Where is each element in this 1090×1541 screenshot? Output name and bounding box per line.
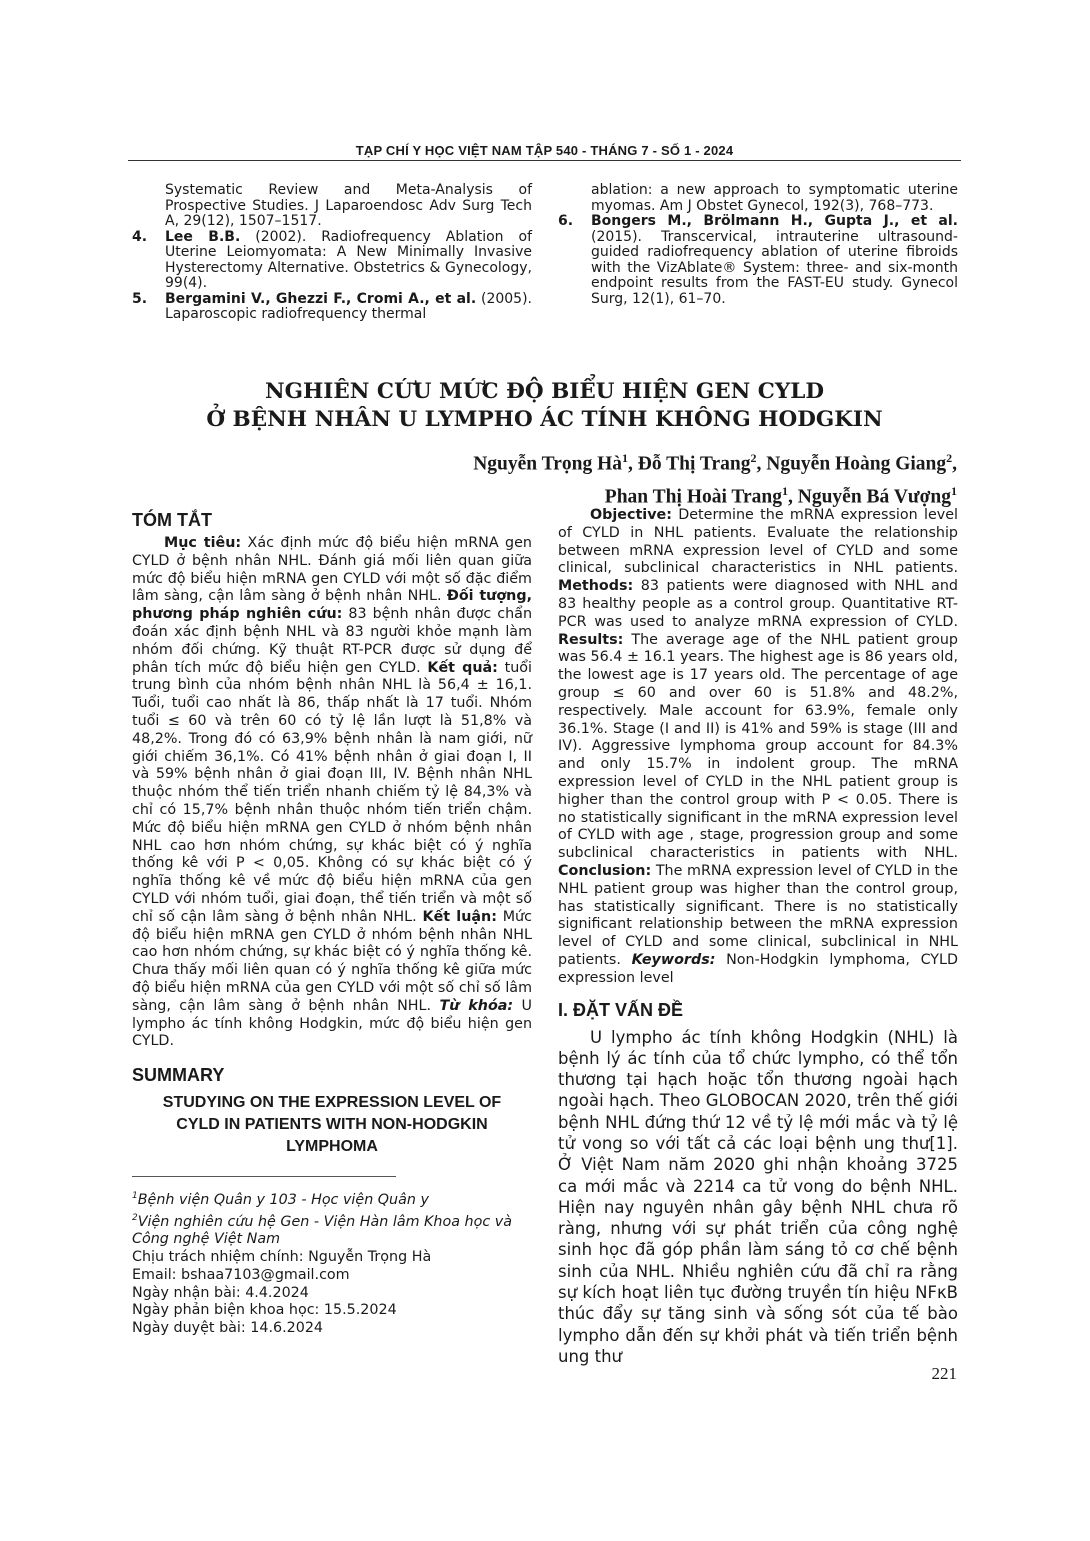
author-name: Nguyễn Hoàng Giang <box>766 453 947 475</box>
introduction-text: U lympho ác tính không Hodgkin (NHL) là bệnh lý ác tính của tổ chức lympho, có thể tổn thương tại hạch hoặc tổn thương ngoài hạch ngoài hạch. Theo GLOBOCAN 2020, trên thế giới bệnh NHL đứng thứ 12 về tỷ lệ mới mắc và tỷ lệ tử vong so với tất cả các loại bệnh ung thư[1]. Ở Việt Nam năm 2020 ghi nhận khoảng 3725 ca mới mắc và 2214 ca tử vong do bệnh NHL. Hiện nay nguyên nhân gây bệnh NHL chưa rõ ràng, nhưng với sự phát triển của công nghệ sinh học đã góp phần làm sáng tỏ cơ chế bệnh sinh của NHL. Nhiều nghiên cứu đã chỉ ra rằng sự kích hoạt liên tục đường truyền tín hiệu NFκB thúc đẩy sự tăng sinh và sống sót của tế bào lympho dẫn đến sự khởi phát và tiến triển bệnh ung thư <box>558 1027 958 1366</box>
abstract-en-body <box>558 507 958 988</box>
methods-label: Đối tượng, phương pháp nghiên cứu: <box>132 588 533 623</box>
affiliation-marker: 1 <box>622 451 629 465</box>
review-date: Ngày phản biện khoa học: 15.5.2024 <box>132 1302 397 1319</box>
conclusion-label: Conclusion: <box>558 862 652 879</box>
summary-title-line: LYMPHOMA <box>286 1138 378 1156</box>
results-text: The average age of the NHL patient group was 56.4 ± 16.1 years. The highest age is 86 years old, the lowest age is 17 years old. The percentage of age group ≤ 60 and over 60 is 51.8% and 48.2%, respectively. Male account for 63.9%, female only 36.1%. Stage (I and II) is 41% and 59% is stage (III and IV). Aggressive lymphoma group account for 84.3% and only 15.7% in indolent group. The mRNA expression level of CYLD in the NHL patient group is higher than the control group with P < 0.05. There is no statistically significant in the mRNA expression level of CYLD with age , stage, progression group and some subclinical characteristics in patients with NHL. <box>558 631 958 862</box>
title-line-1: NGHIÊN CỨU MỨC ĐỘ BIỂU HIỆN GEN CYLD <box>264 379 824 404</box>
author-name: Đỗ Thị Trang <box>637 453 751 475</box>
conclusion-text: The mRNA expression level of CYLD in the NHL patient group was higher than the control group, has statistically significant. There is no statistically significant relationship between the mRNA expression level of CYLD and some clinical, subclinical in NHL patients. <box>558 862 958 968</box>
summary-title-line: STUDYING ON THE EXPRESSION LEVEL OF <box>162 1094 502 1112</box>
reference-6 <box>558 214 958 307</box>
journal-header: TẠP CHÍ Y HỌC VIỆT NAM TẬP 540 - THÁNG 7 - SỐ 1 - 2024 <box>355 143 734 158</box>
author-list <box>473 445 957 510</box>
author-line-2 <box>473 478 957 511</box>
summary-heading: SUMMARY <box>132 1065 225 1086</box>
reference-number: 6. <box>558 213 574 229</box>
results-label: Results: <box>558 631 624 648</box>
header-rule <box>128 160 961 161</box>
reference-authors: Bergamini V., Ghezzi F., Cromi A., et al. <box>165 290 477 307</box>
author-name: Nguyễn Bá Vượng <box>797 486 951 507</box>
author-name: Phan Thị Hoài Trang <box>604 486 782 507</box>
reference-number: 5. <box>132 290 148 307</box>
article-title <box>128 378 961 434</box>
reference-text: (2002). Radiofrequency Ablation of Uterine Leiomyomata: A New Minimally Invasive Hysterectomy Alternative. Obstetrics & Gynecology, 99(4). <box>165 228 533 291</box>
objective-label: Mục tiêu: <box>164 535 242 551</box>
summary-title <box>132 1092 532 1158</box>
reference-text: (2005). Laparoscopic radiofrequency thermal <box>165 290 532 322</box>
references-left <box>132 183 532 323</box>
summary-title-line: CYLD IN PATIENTS WITH NON-HODGKIN <box>176 1116 488 1134</box>
email: Email: bshaa7103@gmail.com <box>132 1266 350 1283</box>
corresponding-author: Chịu trách nhiệm chính: Nguyễn Trọng Hà <box>132 1248 432 1265</box>
author-separator: , <box>756 453 767 475</box>
reference-text: (2015). Transcervical, intrauterine ultrasound-guided radiofrequency ablation of uterine fibroids with the VizAblate® System: three- and six-month endpoint results from the FAST-EU study. Gynecol Surg, 12(1), 61–70. <box>591 228 958 307</box>
affiliation-marker: 2 <box>946 451 953 465</box>
accepted-date: Ngày duyệt bài: 14.6.2024 <box>132 1320 324 1337</box>
keywords-label: Từ khóa: <box>439 997 514 1014</box>
affiliation-marker: 2 <box>750 451 757 465</box>
reference-continuation: ablation: a new approach to symptomatic uterine myomas. Am J Obstet Gynecol, 192(3), 768–773. <box>591 182 958 214</box>
abstract-vietnamese <box>132 510 532 1158</box>
introduction-heading: I. ĐẶT VẤN ĐỀ <box>558 999 684 1020</box>
conclusion-text: Mức độ biểu hiện mRNA gen CYLD ở nhóm bệnh nhân NHL cao hơn nhóm chứng, sự khác biệt có ý nghĩa thống kê. Chưa thấy mối liên quan có ý nghĩa thống kê giữa mức độ biểu hiện mRNA của gen CYLD với một số chỉ số lâm sàng, cận lâm sàng ở bệnh nhân NHL. <box>132 908 532 1014</box>
affiliation-1 <box>132 1188 532 1210</box>
title-line-2: Ở BỆNH NHÂN U LYMPHO ÁC TÍNH KHÔNG HODGKIN <box>206 407 883 432</box>
objective-text: Determine the mRNA expression level of CYLD in NHL patients. Evaluate the relationship between mRNA expression level of CYLD and some clinical, subclinical characteristics in NHL patients. <box>558 507 958 577</box>
abstract-heading: TÓM TẮT <box>132 510 212 530</box>
affiliation-text: Viện nghiên cứu hệ Gen - Viện Hàn lâm Khoa học và Công nghệ Việt Nam <box>132 1213 512 1248</box>
keywords-label: Keywords: <box>631 951 716 968</box>
affiliation-marker: 2 <box>132 1212 138 1223</box>
objective-text: Xác định mức độ biểu hiện mRNA gen CYLD ở bệnh nhân NHL. Đánh giá mối liên quan giữa mức độ biểu hiện mRNA gen CYLD với một số đặc điểm lâm sàng, cận lâm sàng ở bệnh nhân NHL. <box>132 535 532 605</box>
methods-label: Methods: <box>558 578 634 595</box>
affiliation-text: Bệnh viện Quân y 103 - Học viện Quân y <box>137 1191 429 1208</box>
affiliation-2 <box>132 1210 532 1249</box>
author-separator: , <box>628 453 638 475</box>
reference-continuation: Systematic Review and Meta-Analysis of Prospective Studies. J Laparoendosc Adv Surg Tech A, 29(12), 1507–1517. <box>165 182 532 229</box>
author-name: Nguyễn Trọng Hà <box>473 453 623 475</box>
reference-authors: Bongers M., Brölmann H., Gupta J., et al. <box>591 213 958 229</box>
page-number: 221 <box>931 1364 957 1383</box>
results-text: tuổi trung bình của nhóm bệnh nhân NHL là 56,4 ± 16,1. Tuổi, tuổi cao nhất là 86, thấp nhất là 17 tuổi. Nhóm tuổi ≤ 60 và trên 60 có tỷ lệ lần lượt là 51,8% và 48,2%. Trong đó có 63,9% bệnh nhân là nam giới, nữ giới chiếm 36,1%. Có 41% bệnh nhân ở giai đoạn I, II và 59% bệnh nhân ở giai đoạn III, IV. Bệnh nhân NHL thuộc nhóm thể tiến triển nhanh chiếm tỷ lệ 84,3% và chỉ có 15,7% bệnh nhân thuộc nhóm tiến triển chậm. Mức độ biểu hiện mRNA gen CYLD ở nhóm bệnh nhân NHL cao hơn nhóm chứng, sự khác biệt có ý nghĩa thống kê với P < 0,05. Không có sự khác biệt có ý nghĩa thống kê về mức độ biểu hiện mRNA của gen CYLD với nhóm tuổi, giai đoạn, thể tiến triển và một số chỉ số cận lâm sàng ở bệnh nhân NHL. <box>132 659 532 925</box>
reference-authors: Lee B.B. <box>165 228 241 245</box>
affiliation-marker: 1 <box>951 483 957 498</box>
methods-text: 83 patients were diagnosed with NHL and 83 healthy people as a control group. Quantitative RT-PCR was used to analyze mRNA expression of CYLD. <box>558 578 958 630</box>
received-date: Ngày nhận bài: 4.4.2024 <box>132 1284 309 1301</box>
results-label: Kết quả: <box>427 659 498 676</box>
keywords-text: U lympho ác tính không Hodgkin, mức độ biểu hiện gen CYLD. <box>132 997 533 1050</box>
methods-text: 83 bệnh nhân được chẩn đoán xác định bệnh NHL và 83 người khỏe mạnh làm nhóm đối chứng. Kỹ thuật RT-PCR được sử dụng để phân tích mức độ biểu hiện gen CYLD. <box>132 606 533 676</box>
reference-5 <box>132 292 532 323</box>
footnote-rule <box>132 1176 396 1177</box>
author-separator: , <box>787 486 798 507</box>
conclusion-label: Kết luận: <box>422 908 497 925</box>
objective-label: Objective: <box>590 507 672 523</box>
references-right <box>558 183 958 307</box>
author-separator: , <box>952 453 957 475</box>
reference-number: 4. <box>132 228 148 245</box>
abstract-vi-body <box>132 535 532 1051</box>
reference-4 <box>132 230 532 292</box>
abstract-english <box>558 507 958 1367</box>
author-line-1 <box>473 445 957 478</box>
affiliation-marker: 1 <box>132 1191 138 1201</box>
keywords-text: Non-Hodgkin lymphoma, CYLD expression level <box>558 951 959 986</box>
footnotes <box>132 1188 532 1338</box>
affiliation-marker: 1 <box>781 483 788 498</box>
